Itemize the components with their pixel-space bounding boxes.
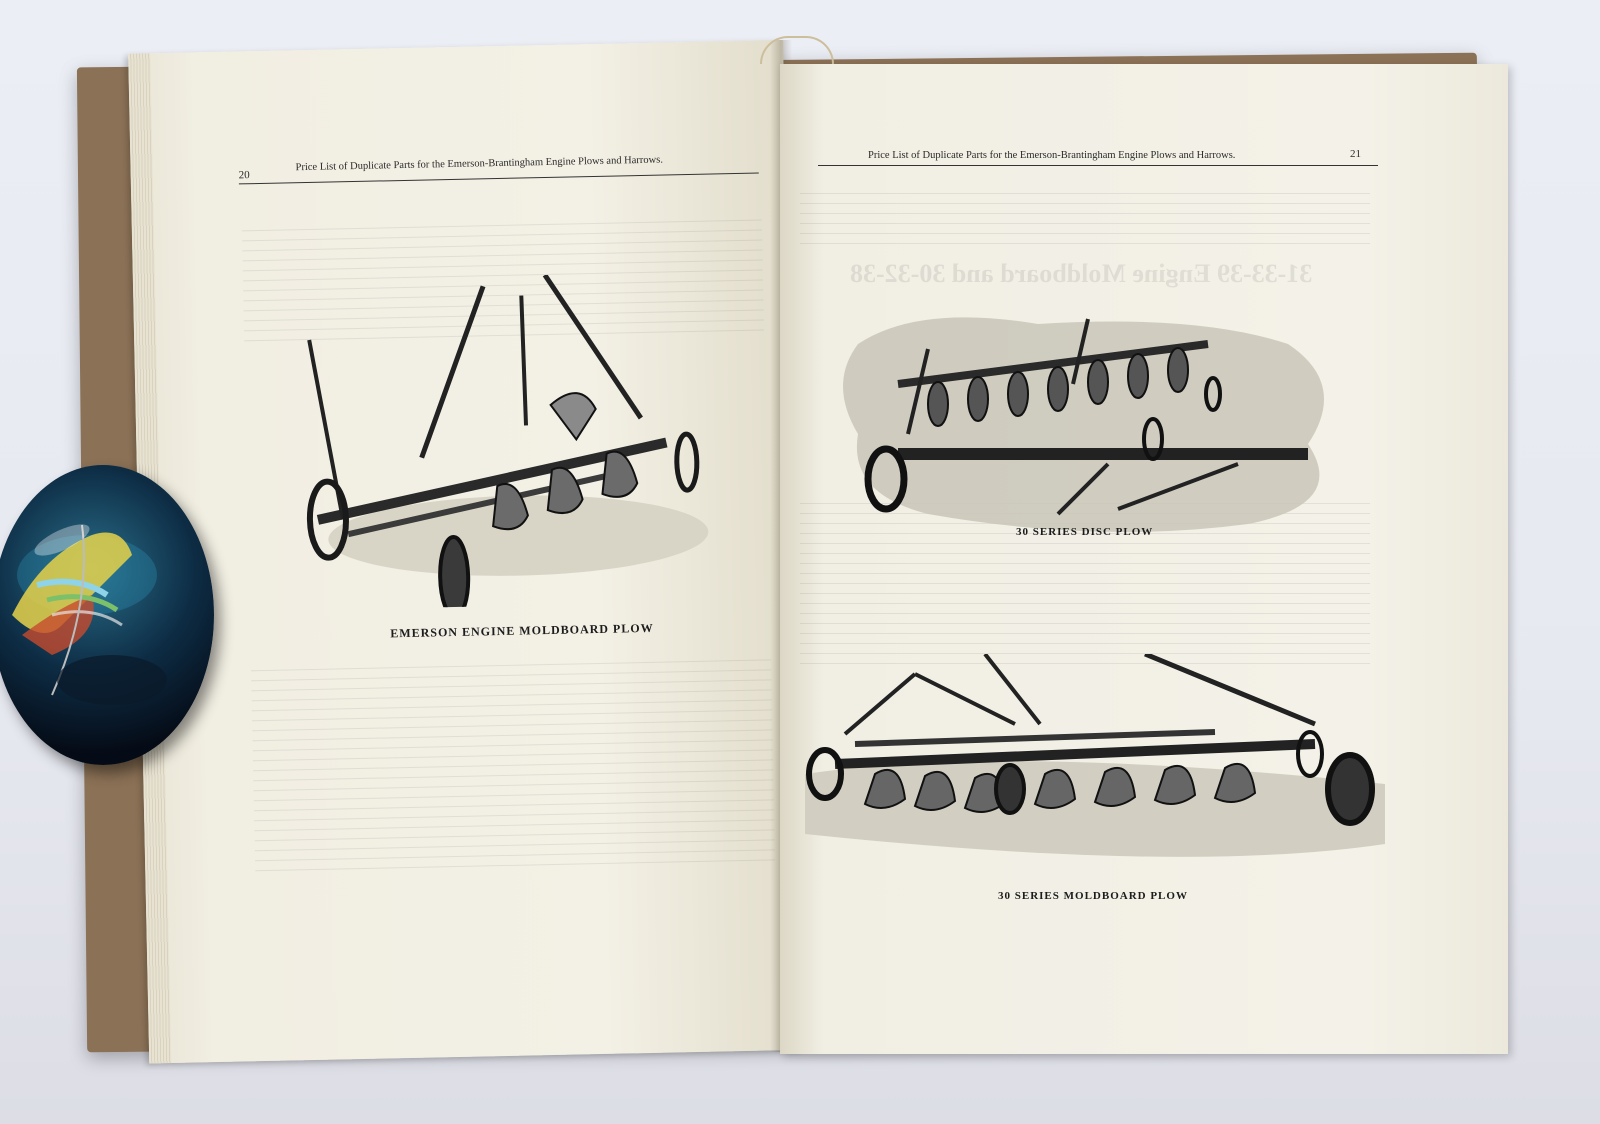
left-page-number: 20 <box>238 169 250 182</box>
bleed-through-table-lower <box>251 650 775 880</box>
bleed-through-table-right <box>800 184 1370 253</box>
binding-string <box>760 36 834 64</box>
right-page-number: 21 <box>1350 148 1361 160</box>
moldboard-plow-illustration <box>283 271 730 610</box>
left-header-rule <box>239 173 759 185</box>
left-running-header: Price List of Duplicate Parts for the Emerson-Brantingham Engine Plows and Harrows. <box>295 154 664 174</box>
left-caption: EMERSON ENGINE MOLDBOARD PLOW <box>390 620 654 641</box>
right-header-rule <box>818 165 1378 166</box>
series-moldboard-plow-illustration <box>795 654 1395 864</box>
disc-plow-illustration <box>838 304 1338 534</box>
left-page <box>128 40 804 1063</box>
paperweight-with-fishing-fly <box>0 465 214 765</box>
bleed-through-title: 31-33-39 Engine Moldboard and 30-32-38 <box>850 259 1313 288</box>
right-page <box>780 64 1508 1054</box>
fishing-fly-icon <box>0 465 214 765</box>
moldboard-plow-caption: 30 SERIES MOLDBOARD PLOW <box>998 890 1188 902</box>
right-running-header: Price List of Duplicate Parts for the Emerson-Brantingham Engine Plows and Harrows. <box>868 150 1236 161</box>
disc-plow-caption: 30 SERIES DISC PLOW <box>1016 526 1154 538</box>
